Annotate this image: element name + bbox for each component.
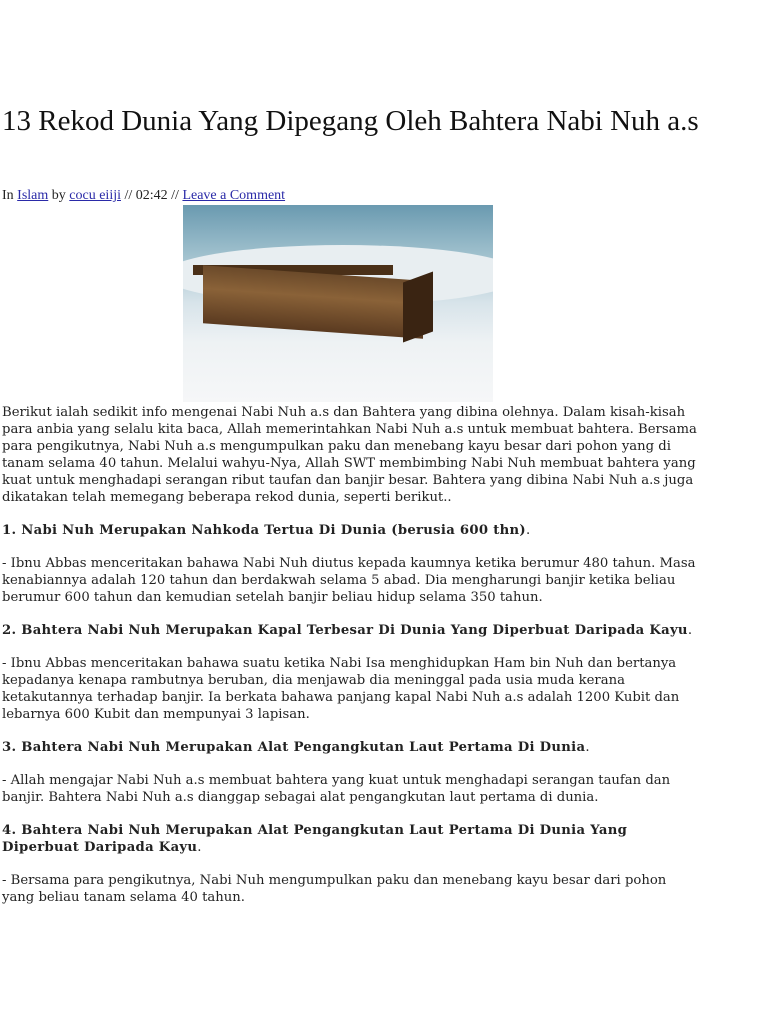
post-time: 02:42 xyxy=(135,188,168,203)
ark-photo xyxy=(183,205,493,402)
record-body: - Ibnu Abbas menceritakan bahawa Nabi Nuh diutus kepada kaumnya ketika berumur 480 tahun. Masa kenabiannya adalah 120 tahun dan berdakwah selama 5 abad. Dia mengharungi banjir ketika beliau berumur 600 tahun dan kemudian setelah banjir beliau hidup selama 350 tahun. xyxy=(2,556,696,605)
intro-paragraph: Berikut ialah sedikit info mengenai Nabi Nuh a.s dan Bahtera yang dibina olehnya. Dalam kisah-kisah para anbia yang selalu kita baca, Allah memerintahkan Nabi Nuh a.s untuk membuat bahtera. Bersama para pengikutnya, Nabi Nuh a.s mengumpulkan paku dan menebang kayu besar dari pohon yang di tanam selama 40 tahun. Melalui wahyu-Nya, Allah SWT membimbing Nabi Nuh membuat bahtera yang kuat untuk menghadapi serangan ribut taufan dan banjir besar. Bahtera yang dibina Nabi Nuh a.s juga dikatakan telah memegang beberapa rekod dunia, seperti berikut.. xyxy=(2,405,697,505)
in-label: In xyxy=(2,188,14,203)
category-link[interactable]: Islam xyxy=(17,188,49,203)
by-label: by xyxy=(51,188,66,203)
author-link[interactable]: cocu eiiji xyxy=(69,188,121,203)
record-body: - Bersama para pengikutnya, Nabi Nuh mengumpulkan paku dan menebang kayu besar dari pohon yang beliau tanam selama 40 tahun. xyxy=(2,873,667,905)
article-body xyxy=(2,404,702,922)
separator: // xyxy=(124,188,133,203)
record-heading: 4. Bahtera Nabi Nuh Merupakan Alat Pengangkutan Laut Pertama Di Dunia Yang Diperbuat Daripada Kayu. xyxy=(2,823,628,855)
separator: // xyxy=(171,188,179,203)
page-title: 13 Rekod Dunia Yang Dipegang Oleh Bahtera Nabi Nuh a.s xyxy=(2,105,699,137)
record-heading: 2. Bahtera Nabi Nuh Merupakan Kapal Terbesar Di Dunia Yang Diperbuat Daripada Kayu. xyxy=(2,623,693,638)
ark-stern xyxy=(403,272,433,343)
record-heading: 3. Bahtera Nabi Nuh Merupakan Alat Pengangkutan Laut Pertama Di Dunia. xyxy=(2,740,590,755)
record-body: - Ibnu Abbas menceritakan bahawa suatu ketika Nabi Isa menghidupkan Ham bin Nuh dan bertanya kepadanya kenapa rambutnya beruban, dia menjawab dia meninggal pada usia muda kerana ketakutannya terhadap banjir. Ia berkata bahawa panjang kapal Nabi Nuh a.s adalah 1200 Kubit dan lebarnya 600 Kubit dan mempunyai 3 lapisan. xyxy=(2,656,680,722)
record-heading: 1. Nabi Nuh Merupakan Nahkoda Tertua Di Dunia (berusia 600 thn). xyxy=(2,523,531,538)
post-meta xyxy=(2,188,285,204)
record-body: - Allah mengajar Nabi Nuh a.s membuat bahtera yang kuat untuk menghadapi serangan taufan dan banjir. Bahtera Nabi Nuh a.s dianggap sebagai alat pengangkutan laut pertama di dunia. xyxy=(2,773,671,805)
leave-comment-link[interactable]: Leave a Comment xyxy=(182,188,286,203)
